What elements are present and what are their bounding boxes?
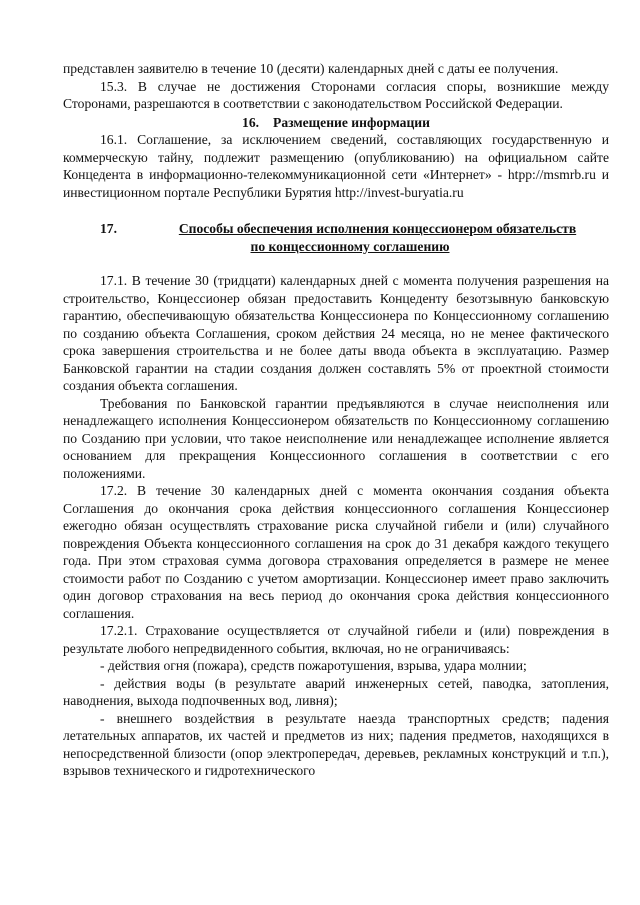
section-title-17-line1: Способы обеспечения исполнения концессионером обязательств — [178, 221, 577, 236]
list-item-fire: - действия огня (пожара), средств пожаротушения, взрыва, удара молнии; — [100, 658, 527, 673]
section-heading-16 — [63, 114, 609, 132]
list-item-water: - действия воды (в результате аварий инженерных сетей, паводка, затопления, наводнения, выхода подпочвенных вод, ливня); — [63, 675, 609, 708]
paragraph-17-2: 17.2. В течение 30 календарных дней с момента окончания создания объекта Соглашения до окончания срока действия концессионного соглашения Концессионер ежегодно обязан осуществлять страхование риска случайной гибели и (или) случайного повреждения Объекта концессионного соглашения на срок до 31 декабря каждого текущего года. При этом страховая сумма договора страхования определяется в размере не менее стоимости работ по Созданию с учетом амортизации. Концессионер имеет право заключить один договор страхования на весь период до окончания срока действия концессионного соглашения. — [63, 483, 609, 621]
section-title-17-line2: по концессионному соглашению — [250, 238, 450, 254]
section-heading-17 — [63, 220, 609, 255]
list-item-external-impact: - внешнего воздействия в результате наезда транспортных средств; падения летательных аппаратов, их частей и предметов из них; падения предметов, находящихся в непосредственной близости (опор электропередач, деревьев, рекламных конструкций и т.п.), взрывов технического и гидротехнического — [63, 710, 609, 778]
paragraph-guarantee-requirements: Требования по Банковской гарантии предъявляются в случае неисполнения или ненадлежащего исполнения Концессионером обязательств по Концессионному соглашению по Созданию при условии, что такое неисполнение или ненадлежащее исполнение является основанием для прекращения Концессионного соглашения в соответствии с его положениями. — [63, 395, 609, 481]
paragraph-15-3: 15.3. В случае не достижения Сторонами согласия споры, возникшие между Сторонами, разрешаются в соответствии с законодательством Российской Федерации. — [63, 78, 609, 111]
paragraph-17-1: 17.1. В течение 30 (тридцати) календарных дней с момента получения разрешения на строительство, Концессионер обязан предоставить Концеденту безотзывную банковскую гарантию, обеспечивающую обязательства Концессионера по Концессионному соглашению по созданию объекта Соглашения, сроком действия 24 месяца, но не менее фактического срока завершения строительства и не более даты ввода объекта в эксплуатацию. Размер Банковской гарантии на стадии создания должен составлять 5% от проектной стоимости создания объекта соглашения. — [63, 273, 609, 393]
section-number-16: 16. — [242, 114, 260, 130]
section-number-17: 17. — [100, 221, 117, 236]
paragraph-17-2-1: 17.2.1. Страхование осуществляется от случайной гибели и (или) повреждения в результате любого непредвиденного события, включая, но не ограничиваясь: — [63, 623, 609, 656]
paragraph-continuation: представлен заявителю в течение 10 (десяти) календарных дней с даты ее получения. — [63, 61, 559, 76]
paragraph-16-1: 16.1. Соглашение, за исключением сведений, составляющих государственную и коммерческую тайну, подлежит размещению (опубликованию) на официальном сайте Концедента в информационно-телекоммуникационной сети «Интернет» - htpp://msmrb.ru и инвестиционном портале Республики Бурятия http://invest-buryatia.ru — [63, 132, 609, 200]
section-title-16: Размещение информации — [273, 114, 430, 130]
